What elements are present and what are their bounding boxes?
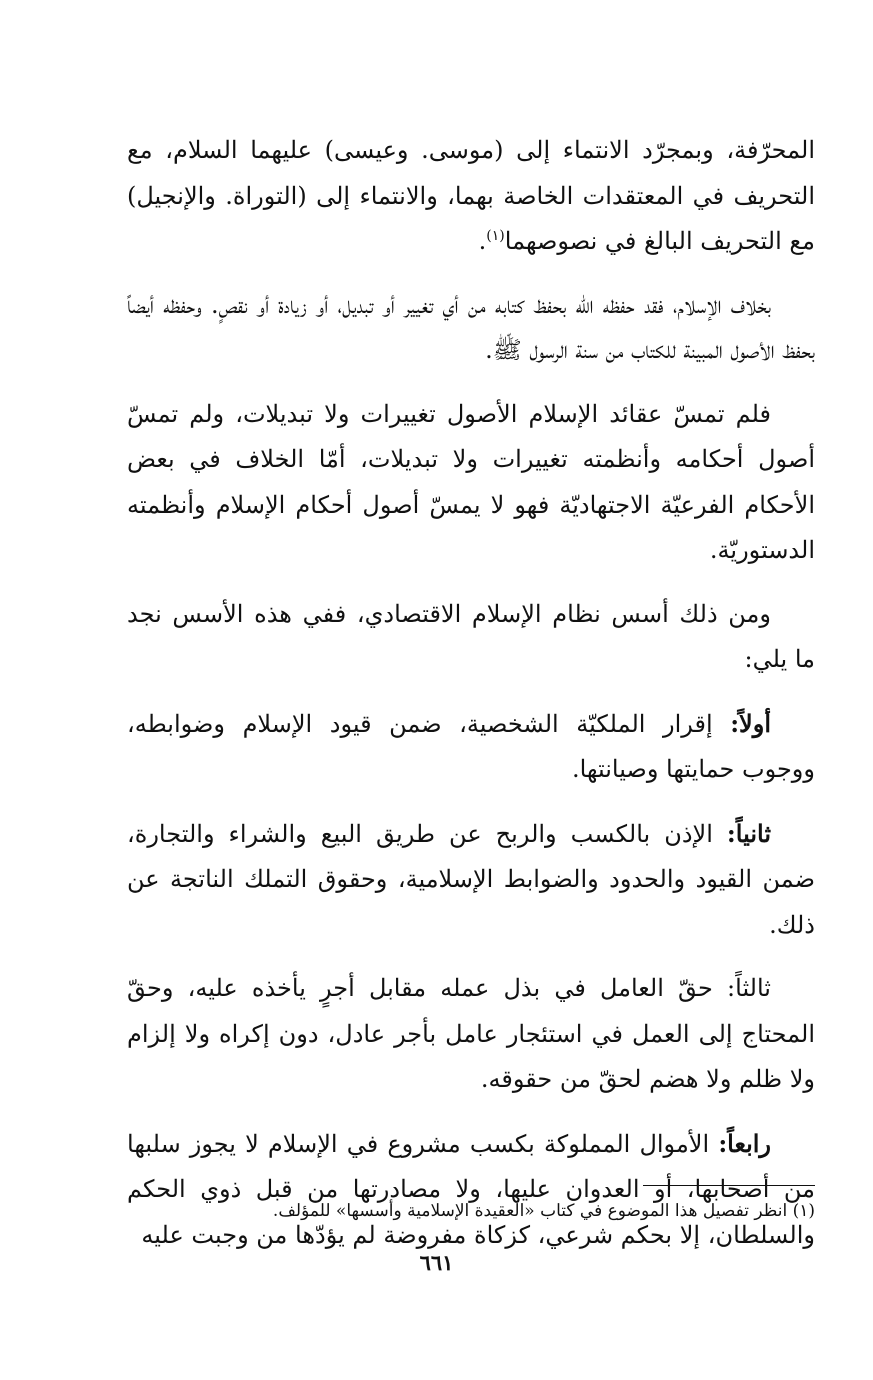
paragraph-5-lead: أولاً: xyxy=(730,708,771,738)
paragraph-6-lead: ثانياً: xyxy=(726,818,771,848)
paragraph-4: ومن ذلك أسس نظام الإسلام الاقتصادي، ففي هذه الأسس نجد ما يلي: xyxy=(127,599,815,673)
paragraph-5 xyxy=(127,701,815,793)
paragraph-8-lead: رابعاً: xyxy=(718,1128,771,1158)
footnote-reference[interactable]: (١) xyxy=(486,228,505,244)
paragraph-1 xyxy=(127,128,815,265)
paragraph-8 xyxy=(127,1121,815,1259)
paragraph-6-text: الإذن بالكسب والربح عن طريق البيع والشراء والتجارة، ضمن القيود والحدود والضوابط الإسلامية، وحقوق التملك الناتجة عن ذلك. xyxy=(127,819,815,939)
paragraph-5-text: إقرار الملكيّة الشخصية، ضمن قيود الإسلام وضوابطه، ووجوب حمايتها وصيانتها. xyxy=(127,709,815,783)
footnote-divider xyxy=(643,1185,815,1186)
paragraph-1-end: . xyxy=(478,227,487,255)
page-body xyxy=(127,128,815,1276)
footnote: (١) انظر تفصيل هذا الموضوع في كتاب «العقيدة الإسلامية وأسسها» للمؤلف. xyxy=(272,1201,815,1221)
page-number: ٦٦١ xyxy=(419,1250,454,1275)
paragraph-2: بخلاف الإسلام، فقد حفظه الله بحفظ كتابه من أي تغيير أو تبديل، أو زيادة أو نقصٍ. وحفظه أيضاً بحفظ الأصول المبينة للكتاب من سنة الرسول ﷺ. xyxy=(127,290,815,364)
paragraph-8-text: الأموال المملوكة بكسب مشروع في الإسلام لا يجوز سلبها من أصحابها، أو العدوان عليها، ولا مصادرتها من قبل ذوي الحكم والسلطان، إلا بحكم شرعي، كزكاة مفروضة لم يؤدّها من وجبت عليه xyxy=(127,1129,816,1249)
paragraph-3: فلم تمسّ عقائد الإسلام الأصول تغييرات ولا تبديلات، ولم تمسّ أصول أحكامه وأنظمته تغييرات ولا تبديلات، أمّا الخلاف في بعض الأحكام الفرعيّة الاجتهاديّة فهو لا يمسّ أصول أحكام الإسلام وأنظمته الدستوريّة. xyxy=(127,399,815,564)
paragraph-1-text: المحرّفة، وبمجرّد الانتماء إلى (موسى. وعيسى) عليهما السلام، مع التحريف في المعتقدات الخاصة بهما، والانتماء إلى (التوراة. والإنجيل) مع التحريف البالغ في نصوصهما xyxy=(127,136,815,255)
paragraph-7: ثالثاً: حقّ العامل في بذل عمله مقابل أجرٍ يأخذه عليه، وحقّ المحتاج إلى العمل في استئجار عامل بأجر عادل، دون إكراه ولا إلزام ولا ظلم ولا هضم لحقّ من حقوقه. xyxy=(127,974,815,1093)
paragraph-6 xyxy=(127,811,815,949)
